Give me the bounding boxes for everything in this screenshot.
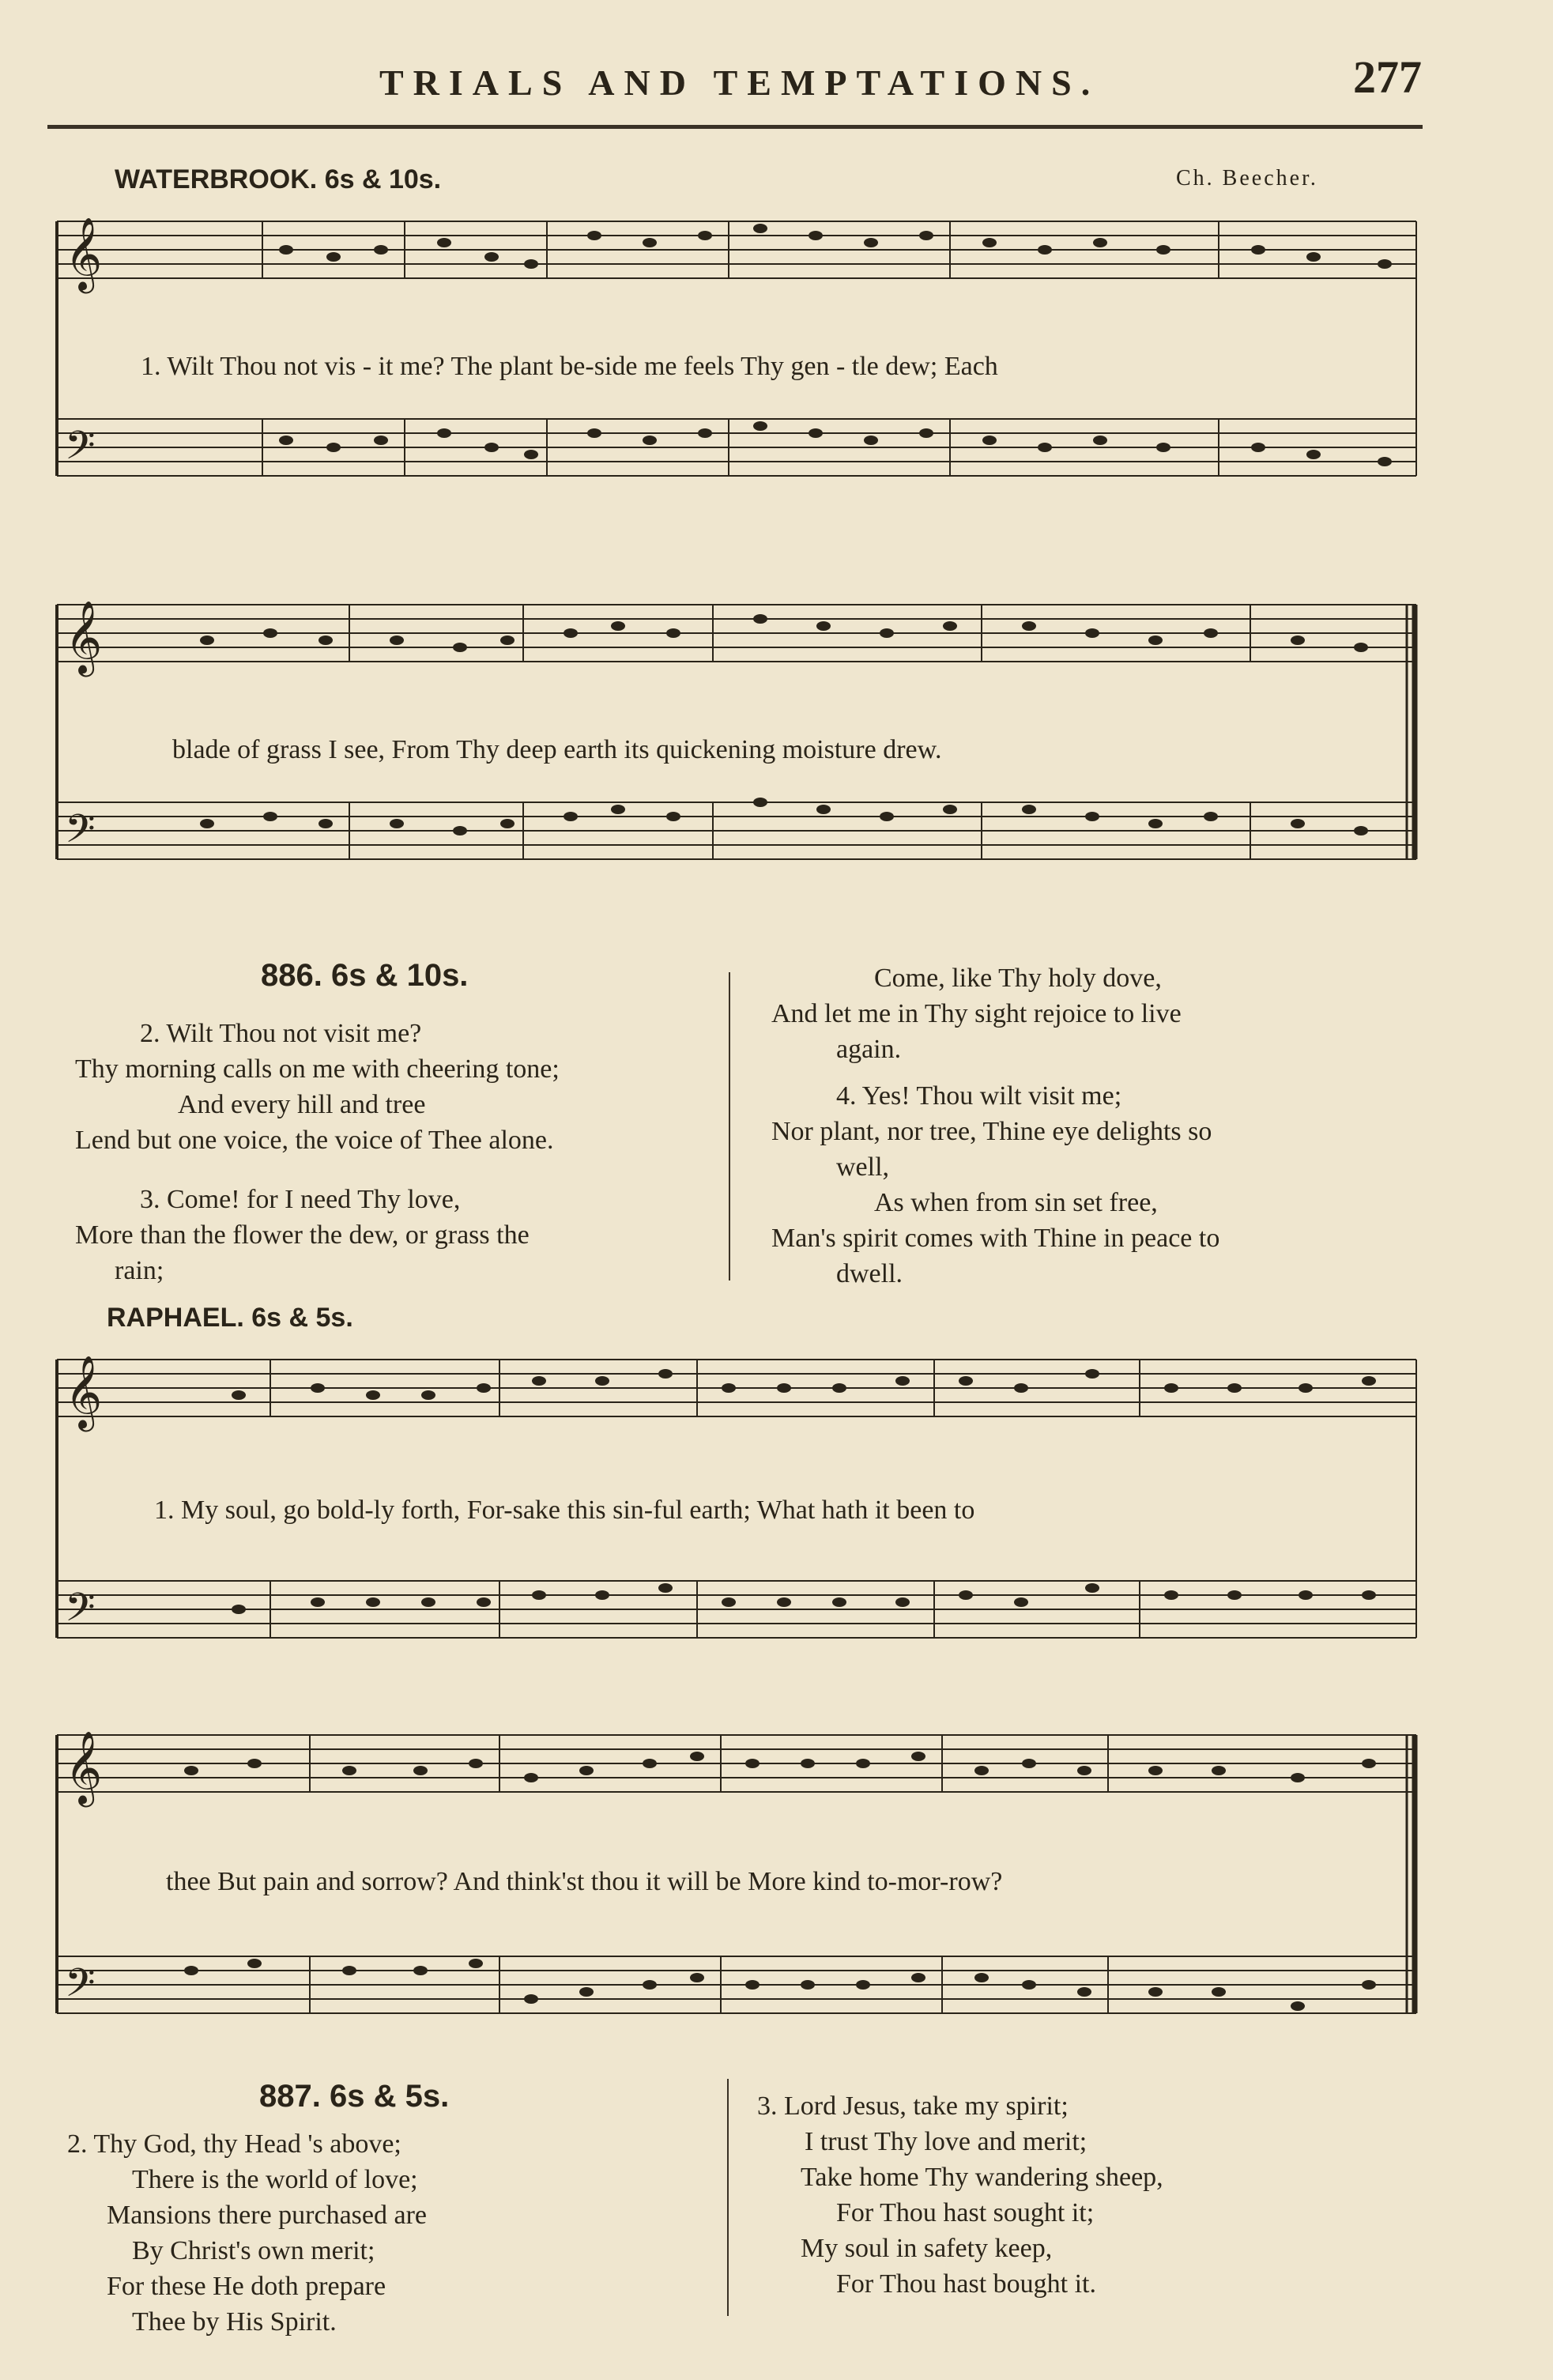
bass-clef-icon: 𝄢: [65, 806, 96, 862]
verse-line: I trust Thy love and merit;: [805, 2127, 1087, 2156]
verse-line: Lend but one voice, the voice of Thee alone.: [75, 1126, 554, 1155]
stanza-gap: [75, 1158, 560, 1182]
stanza-gap: [771, 1067, 1219, 1078]
hymn-887-verses-right: [757, 2088, 1163, 2302]
verse-line: 2. Wilt Thou not visit me?: [140, 1019, 422, 1048]
verse-line: More than the flower the dew, or grass the: [75, 1220, 530, 1250]
header-rule: [47, 125, 1423, 129]
column-divider: [729, 972, 730, 1281]
composer-name: Ch. Beecher.: [1176, 166, 1318, 190]
verse-line: Mansions there purchased are: [107, 2201, 428, 2230]
hymn-886-verses-right: [771, 960, 1219, 1292]
verse-line: dwell.: [836, 1259, 903, 1288]
verse-line: My soul in safety keep,: [801, 2234, 1053, 2263]
verse-line: Take home Thy wandering sheep,: [801, 2163, 1163, 2192]
bass-staff: [57, 419, 1416, 476]
verse-line: 4. Yes! Thou wilt visit me;: [836, 1081, 1122, 1111]
verse-line: Thee by His Spirit.: [132, 2307, 337, 2337]
page-number: 277: [1353, 51, 1422, 103]
treble-clef-icon: 𝄞: [65, 600, 103, 673]
lyric-line-waterbrook-1: 1. Wilt Thou not vis - it me? The plant be-side me feels Thy gen - tle dew; Each: [141, 352, 998, 381]
bass-clef-icon: 𝄢: [65, 1960, 96, 2016]
hymn-number-886: 886. 6s & 10s.: [261, 958, 469, 993]
verse-line: By Christ's own merit;: [132, 2236, 375, 2265]
verse-line: Come, like Thy holy dove,: [874, 964, 1162, 993]
verse-line: For Thou hast sought it;: [836, 2198, 1095, 2227]
notes: [279, 224, 1392, 466]
verse-line: rain;: [115, 1256, 164, 1285]
verse-line: Man's spirit comes with Thine in peace to: [771, 1224, 1220, 1253]
bass-clef-icon: 𝄢: [65, 423, 96, 478]
hymn-number-887: 887. 6s & 5s.: [259, 2079, 450, 2114]
notes: [232, 1369, 1376, 1614]
verse-line: And let me in Thy sight rejoice to live: [771, 999, 1182, 1028]
hymn-886-verses-left: [75, 1016, 560, 1288]
verse-line: well,: [836, 1152, 890, 1182]
barlines: [57, 221, 1416, 476]
verse-line: For Thou hast bought it.: [836, 2269, 1096, 2299]
lyric-line-raphael-2: thee But pain and sorrow? And think'st thou it will be More kind to-mor-row?: [166, 1867, 1003, 1896]
verse-line: 3. Come! for I need Thy love,: [140, 1185, 461, 1214]
hymn-887-verses-left: [67, 2126, 427, 2340]
verse-line: For these He doth prepare: [107, 2272, 386, 2301]
verse-line: Nor plant, nor tree, Thine eye delights so: [771, 1117, 1212, 1146]
tune-title-raphael: RAPHAEL. 6s & 5s.: [107, 1303, 353, 1333]
verse-line: again.: [836, 1035, 902, 1064]
verse-line: As when from sin set free,: [874, 1188, 1158, 1217]
treble-clef-icon: 𝄞: [65, 217, 103, 290]
treble-staff: [57, 221, 1416, 278]
bass-clef-icon: 𝄢: [65, 1585, 96, 1640]
column-divider: [727, 2079, 729, 2316]
page-header-title: TRIALS AND TEMPTATIONS.: [379, 62, 1100, 103]
tune-title-waterbrook: WATERBROOK. 6s & 10s.: [115, 164, 442, 194]
verse-line: 3. Lord Jesus, take my spirit;: [757, 2091, 1069, 2121]
lyric-line-raphael-1: 1. My soul, go bold-ly forth, For-sake this sin-ful earth; What hath it been to: [154, 1496, 975, 1525]
verse-line: And every hill and tree: [178, 1090, 426, 1119]
lyric-line-waterbrook-2: blade of grass I see, From Thy deep earth its quickening moisture drew.: [172, 735, 942, 764]
treble-clef-icon: 𝄞: [65, 1730, 103, 1804]
verse-line: Thy morning calls on me with cheering tone;: [75, 1054, 560, 1084]
treble-clef-icon: 𝄞: [65, 1355, 103, 1428]
verse-line: 2. Thy God, thy Head 's above;: [67, 2129, 401, 2159]
verse-line: There is the world of love;: [132, 2165, 418, 2194]
